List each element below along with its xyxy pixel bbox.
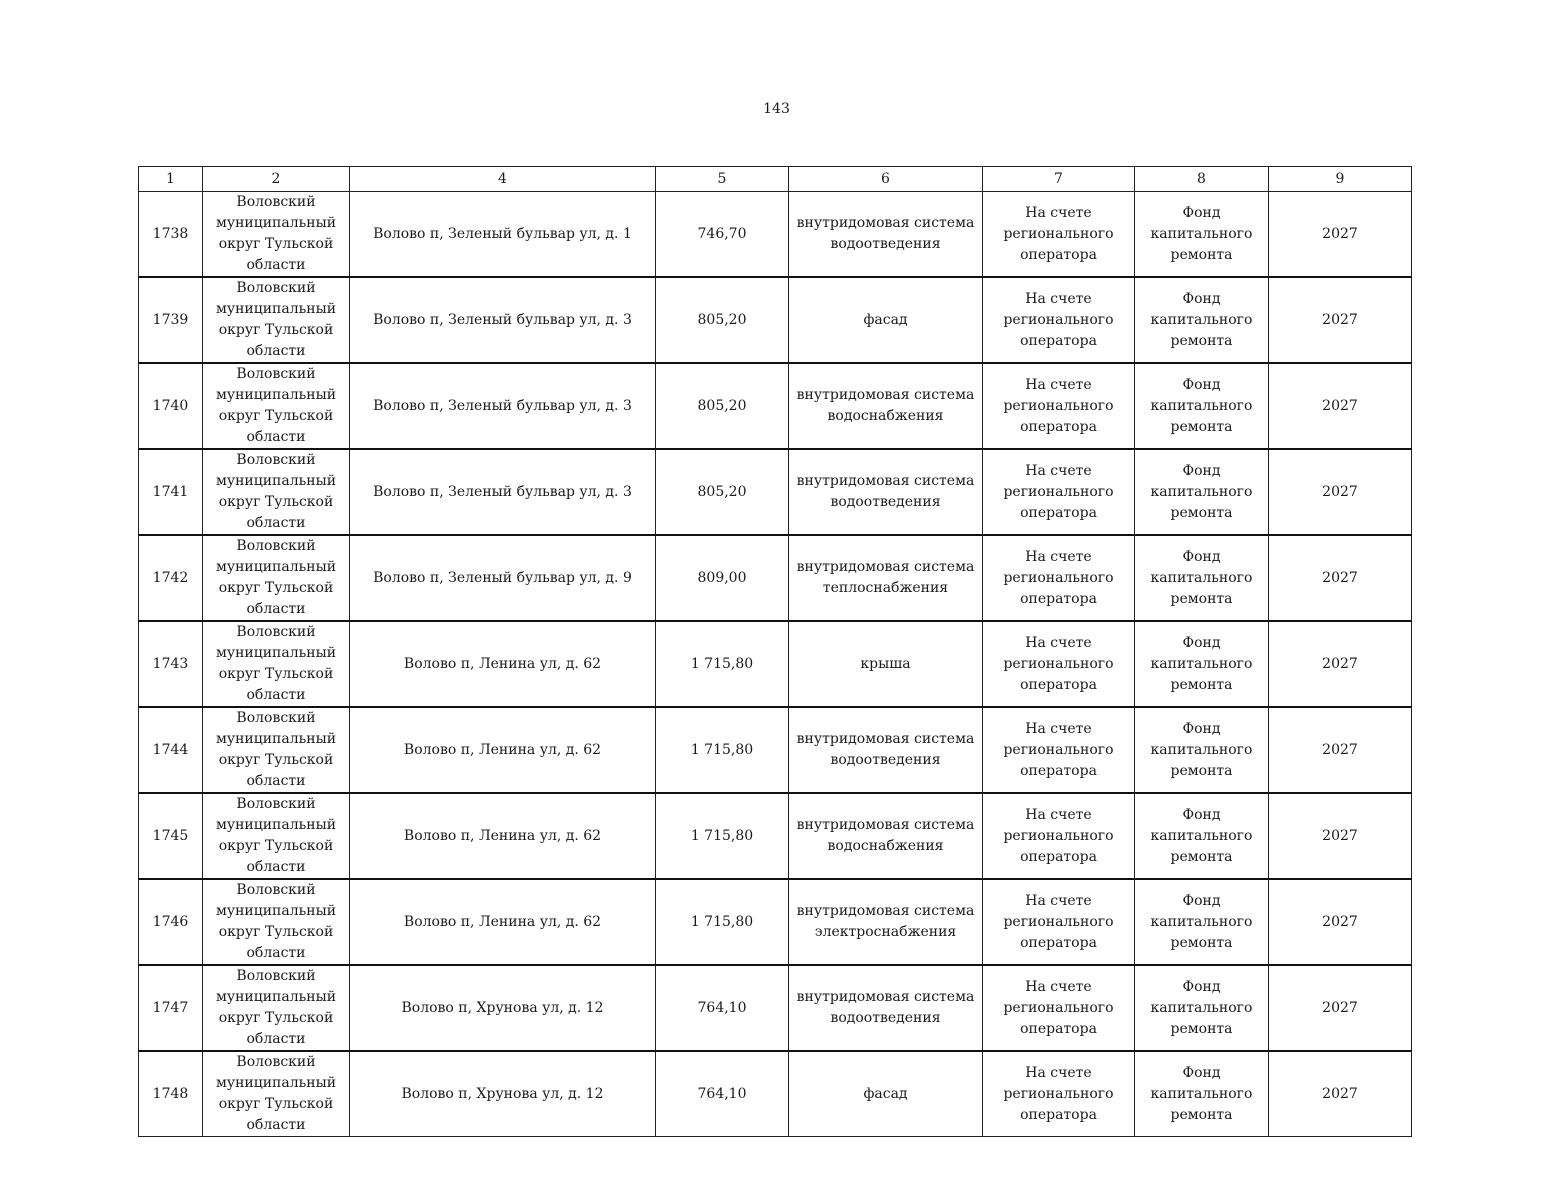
area-cell: 809,00 [656, 535, 789, 621]
address-cell: Волово п, Зеленый бульвар ул, д. 3 [350, 363, 656, 449]
municipality-cell: Воловский муниципальный округ Тульской области [203, 363, 350, 449]
account-cell: На счете регионального оператора [983, 1051, 1135, 1137]
address-cell: Волово п, Ленина ул, д. 62 [350, 879, 656, 965]
area-cell: 805,20 [656, 277, 789, 363]
work-type-cell: внутридомовая система водоснабжения [789, 363, 983, 449]
municipality-cell: Воловский муниципальный округ Тульской области [203, 449, 350, 535]
area-cell: 1 715,80 [656, 707, 789, 793]
work-type-cell: внутридомовая система водоотведения [789, 192, 983, 278]
municipality-cell: Воловский муниципальный округ Тульской области [203, 965, 350, 1051]
table-row [139, 879, 1412, 965]
account-cell: На счете регионального оператора [983, 277, 1135, 363]
work-type-cell: фасад [789, 1051, 983, 1137]
area-cell: 1 715,80 [656, 621, 789, 707]
year-cell: 2027 [1269, 449, 1412, 535]
account-cell: На счете регионального оператора [983, 192, 1135, 278]
table-row [139, 621, 1412, 707]
year-cell: 2027 [1269, 535, 1412, 621]
funding-source-cell: Фонд капитального ремонта [1135, 621, 1269, 707]
table-row [139, 277, 1412, 363]
table-row [139, 449, 1412, 535]
row-number-cell: 1740 [139, 363, 203, 449]
funding-source-cell: Фонд капитального ремонта [1135, 277, 1269, 363]
work-type-cell: фасад [789, 277, 983, 363]
row-number-cell: 1739 [139, 277, 203, 363]
area-cell: 746,70 [656, 192, 789, 278]
municipality-cell: Воловский муниципальный округ Тульской области [203, 879, 350, 965]
capital-repair-table [138, 166, 1412, 1137]
address-cell: Волово п, Ленина ул, д. 62 [350, 621, 656, 707]
account-cell: На счете регионального оператора [983, 965, 1135, 1051]
account-cell: На счете регионального оператора [983, 707, 1135, 793]
address-cell: Волово п, Зеленый бульвар ул, д. 9 [350, 535, 656, 621]
year-cell: 2027 [1269, 277, 1412, 363]
row-number-cell: 1743 [139, 621, 203, 707]
column-header: 8 [1135, 167, 1269, 192]
municipality-cell: Воловский муниципальный округ Тульской области [203, 277, 350, 363]
page-number: 143 [763, 101, 790, 117]
row-number-cell: 1746 [139, 879, 203, 965]
address-cell: Волово п, Ленина ул, д. 62 [350, 793, 656, 879]
column-header: 7 [983, 167, 1135, 192]
year-cell: 2027 [1269, 879, 1412, 965]
address-cell: Волово п, Зеленый бульвар ул, д. 3 [350, 449, 656, 535]
municipality-cell: Воловский муниципальный округ Тульской области [203, 707, 350, 793]
work-type-cell: внутридомовая система электроснабжения [789, 879, 983, 965]
area-cell: 805,20 [656, 363, 789, 449]
year-cell: 2027 [1269, 621, 1412, 707]
row-number-cell: 1744 [139, 707, 203, 793]
column-header: 2 [203, 167, 350, 192]
area-cell: 1 715,80 [656, 879, 789, 965]
funding-source-cell: Фонд капитального ремонта [1135, 192, 1269, 278]
year-cell: 2027 [1269, 793, 1412, 879]
table-row [139, 793, 1412, 879]
work-type-cell: внутридомовая система водоснабжения [789, 793, 983, 879]
municipality-cell: Воловский муниципальный округ Тульской области [203, 535, 350, 621]
year-cell: 2027 [1269, 1051, 1412, 1137]
table-row [139, 535, 1412, 621]
municipality-cell: Воловский муниципальный округ Тульской области [203, 793, 350, 879]
work-type-cell: внутридомовая система водоотведения [789, 449, 983, 535]
year-cell: 2027 [1269, 965, 1412, 1051]
municipality-cell: Воловский муниципальный округ Тульской области [203, 621, 350, 707]
row-number-cell: 1748 [139, 1051, 203, 1137]
funding-source-cell: Фонд капитального ремонта [1135, 1051, 1269, 1137]
area-cell: 764,10 [656, 965, 789, 1051]
year-cell: 2027 [1269, 363, 1412, 449]
account-cell: На счете регионального оператора [983, 793, 1135, 879]
work-type-cell: внутридомовая система водоотведения [789, 707, 983, 793]
column-header: 1 [139, 167, 203, 192]
work-type-cell: внутридомовая система теплоснабжения [789, 535, 983, 621]
row-number-cell: 1745 [139, 793, 203, 879]
table-header-row [139, 167, 1412, 192]
year-cell: 2027 [1269, 707, 1412, 793]
address-cell: Волово п, Зеленый бульвар ул, д. 3 [350, 277, 656, 363]
account-cell: На счете регионального оператора [983, 621, 1135, 707]
table-row [139, 1051, 1412, 1137]
table-row [139, 707, 1412, 793]
funding-source-cell: Фонд капитального ремонта [1135, 535, 1269, 621]
address-cell: Волово п, Хрунова ул, д. 12 [350, 965, 656, 1051]
municipality-cell: Воловский муниципальный округ Тульской области [203, 192, 350, 278]
account-cell: На счете регионального оператора [983, 449, 1135, 535]
column-header: 9 [1269, 167, 1412, 192]
funding-source-cell: Фонд капитального ремонта [1135, 707, 1269, 793]
municipality-cell: Воловский муниципальный округ Тульской области [203, 1051, 350, 1137]
account-cell: На счете регионального оператора [983, 879, 1135, 965]
row-number-cell: 1747 [139, 965, 203, 1051]
address-cell: Волово п, Хрунова ул, д. 12 [350, 1051, 656, 1137]
funding-source-cell: Фонд капитального ремонта [1135, 449, 1269, 535]
column-header: 4 [350, 167, 656, 192]
funding-source-cell: Фонд капитального ремонта [1135, 363, 1269, 449]
table-row [139, 363, 1412, 449]
work-type-cell: внутридомовая система водоотведения [789, 965, 983, 1051]
area-cell: 805,20 [656, 449, 789, 535]
row-number-cell: 1738 [139, 192, 203, 278]
account-cell: На счете регионального оператора [983, 363, 1135, 449]
address-cell: Волово п, Зеленый бульвар ул, д. 1 [350, 192, 656, 278]
row-number-cell: 1742 [139, 535, 203, 621]
row-number-cell: 1741 [139, 449, 203, 535]
area-cell: 1 715,80 [656, 793, 789, 879]
account-cell: На счете регионального оператора [983, 535, 1135, 621]
funding-source-cell: Фонд капитального ремонта [1135, 793, 1269, 879]
area-cell: 764,10 [656, 1051, 789, 1137]
year-cell: 2027 [1269, 192, 1412, 278]
table-row [139, 965, 1412, 1051]
column-header: 5 [656, 167, 789, 192]
funding-source-cell: Фонд капитального ремонта [1135, 965, 1269, 1051]
address-cell: Волово п, Ленина ул, д. 62 [350, 707, 656, 793]
table-body [139, 192, 1412, 1137]
table-row [139, 192, 1412, 278]
work-type-cell: крыша [789, 621, 983, 707]
funding-source-cell: Фонд капитального ремонта [1135, 879, 1269, 965]
column-header: 6 [789, 167, 983, 192]
